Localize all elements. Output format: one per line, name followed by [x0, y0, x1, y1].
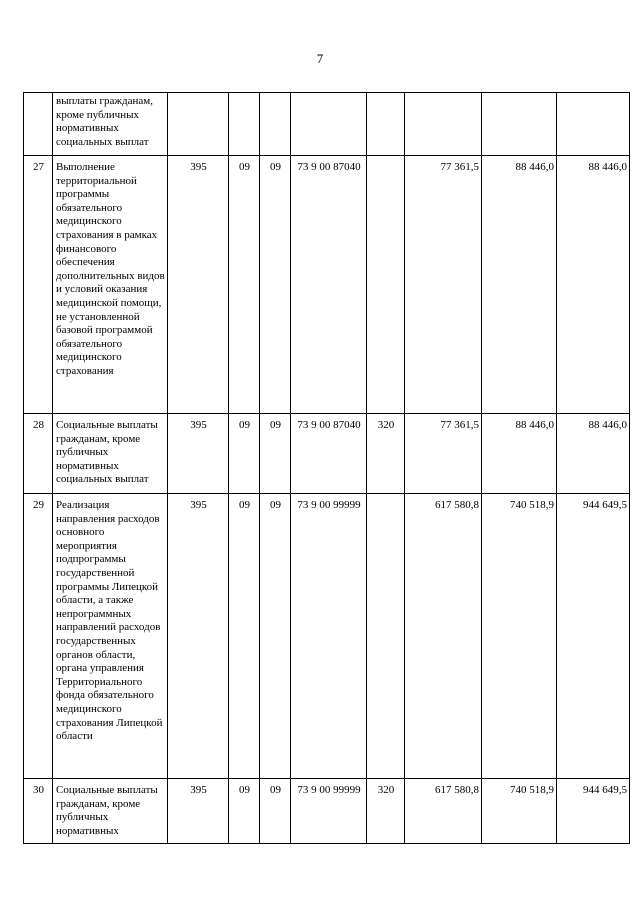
subsection-code: 09: [260, 494, 291, 779]
amount-year-2: 88 446,0: [482, 156, 557, 414]
amount-year-1: 617 580,8: [405, 494, 482, 779]
table-row: [24, 779, 630, 844]
amount-year-1: 617 580,8: [405, 779, 482, 844]
amount-year-1: 77 361,5: [405, 414, 482, 494]
expense-name: Выполнение территориальной программы обязательного медицинского страхования в рамках финансового обеспечения дополнительных видов и условий оказания медицинской помощи, не установленной базовой программой обязательного медицинского страхования: [53, 156, 168, 414]
target-article-code: [291, 93, 367, 156]
page-number: 7: [316, 51, 324, 66]
amount-year-1: [405, 93, 482, 156]
amount-year-3: [557, 93, 630, 156]
amount-year-2: 740 518,9: [482, 494, 557, 779]
amount-year-3: 944 649,5: [557, 779, 630, 844]
department-code: [168, 93, 229, 156]
expense-name: Реализация направления расходов основного мероприятия подпрограммы государственной программы Липецкой области, а также непрограммных направлений расходов государственных органов области, органа управления Территориального фонда обязательного медицинского страхования Липецкой области: [53, 494, 168, 779]
table-row: [24, 414, 630, 494]
budget-table: [23, 92, 630, 844]
department-code: 395: [168, 494, 229, 779]
expense-type-code: [367, 156, 405, 414]
expense-type-code: 320: [367, 779, 405, 844]
expense-name: выплаты гражданам, кроме публичных нормативных социальных выплат: [53, 93, 168, 156]
table-row: [24, 93, 630, 156]
subsection-code: 09: [260, 156, 291, 414]
section-code: 09: [229, 156, 260, 414]
target-article-code: 73 9 00 87040: [291, 414, 367, 494]
subsection-code: [260, 93, 291, 156]
amount-year-2: 740 518,9: [482, 779, 557, 844]
amount-year-2: 88 446,0: [482, 414, 557, 494]
section-code: [229, 93, 260, 156]
expense-name: Социальные выплаты гражданам, кроме публичных нормативных: [53, 779, 168, 844]
row-number: 28: [24, 414, 53, 494]
section-code: 09: [229, 414, 260, 494]
amount-year-1: 77 361,5: [405, 156, 482, 414]
target-article-code: 73 9 00 87040: [291, 156, 367, 414]
table-row: [24, 156, 630, 414]
department-code: 395: [168, 156, 229, 414]
section-code: 09: [229, 779, 260, 844]
target-article-code: 73 9 00 99999: [291, 779, 367, 844]
expense-name: Социальные выплаты гражданам, кроме публичных нормативных социальных выплат: [53, 414, 168, 494]
table-row: [24, 494, 630, 779]
section-code: 09: [229, 494, 260, 779]
subsection-code: 09: [260, 414, 291, 494]
department-code: 395: [168, 779, 229, 844]
department-code: 395: [168, 414, 229, 494]
expense-type-code: [367, 93, 405, 156]
expense-type-code: 320: [367, 414, 405, 494]
expense-type-code: [367, 494, 405, 779]
row-number: 29: [24, 494, 53, 779]
target-article-code: 73 9 00 99999: [291, 494, 367, 779]
row-number: [24, 93, 53, 156]
amount-year-3: 944 649,5: [557, 494, 630, 779]
amount-year-3: 88 446,0: [557, 156, 630, 414]
amount-year-3: 88 446,0: [557, 414, 630, 494]
row-number: 30: [24, 779, 53, 844]
subsection-code: 09: [260, 779, 291, 844]
row-number: 27: [24, 156, 53, 414]
amount-year-2: [482, 93, 557, 156]
